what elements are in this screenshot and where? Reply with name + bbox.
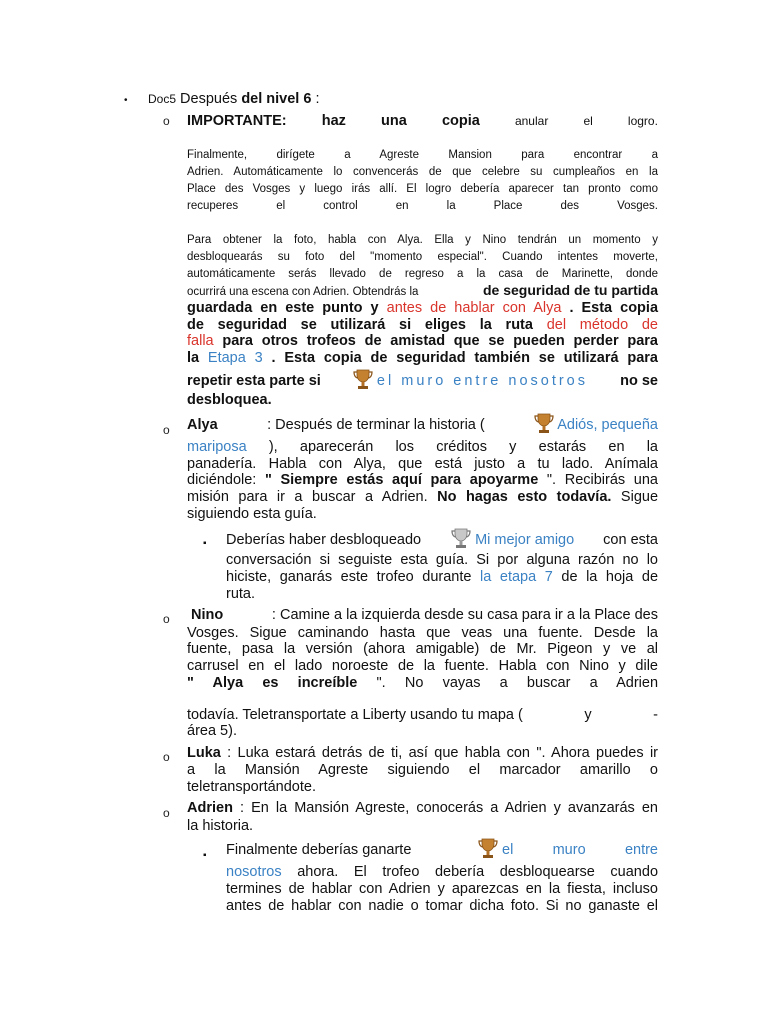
nino-line2: Vosges. Sigue caminando hasta que veas una fuente. Desde la	[187, 625, 658, 641]
save-copy-line3: falla para otros trofeos de amistad que se pueden perder para	[187, 333, 658, 349]
trophy-bronze-icon	[478, 837, 498, 859]
alya-sub-line4: ruta.	[226, 586, 256, 602]
paragraph-foto: Para obtener la foto, habla con Alya. Ella y Nino tendrán un momento y desbloquearás su foto del "momento especial". Cuando intentes moverte, automáticamente serás llevado de regreso a la casa de Marinette, donde	[187, 234, 658, 280]
important-line: IMPORTANTE: haz una copia anular el logro.	[187, 113, 658, 129]
square-marker: ▪	[203, 850, 207, 861]
alya-sub-line3: hiciste, ganarás este trofeo durante la etapa 7 de la hoja de	[226, 569, 659, 585]
square-marker: ▪	[203, 538, 207, 549]
circle-marker: o	[163, 806, 170, 820]
paragraph-foto-line4: ocurrirá una escena con Adrien. Obtendrás la de seguridad de tu partida	[187, 282, 658, 298]
adrien-sub-line2: nosotros ahora. El trofeo debería desbloquearse cuando	[226, 864, 659, 880]
nino-line3: fuente, pasa la versión (ahora amigable) de Mr. Pigeon y ve al	[187, 641, 658, 657]
luka-line3: teletransportándote.	[187, 779, 316, 795]
nino-line7: área 5).	[187, 723, 237, 739]
link-adios-pequena-mariposa[interactable]: Adiós, pequeña	[557, 417, 658, 433]
circle-marker: o	[163, 750, 170, 764]
luka-line1: Luka : Luka estará detrás de ti, así que habla con ". Ahora puedes ir	[187, 745, 658, 761]
trophy-bronze-icon	[353, 368, 373, 390]
circle-marker: o	[163, 612, 170, 626]
alya-line4: diciéndole: " Siempre estás aquí para apoyarme ". Recibirás una	[187, 472, 658, 488]
nino-line1: Nino : Camine a la izquierda desde su casa para ir a la Place des	[191, 607, 658, 623]
alya-line6: siguiendo esta guía.	[187, 506, 317, 522]
alya-line5: misión para ir a buscar a Adrien. No hagas esto todavía. Sigue	[187, 489, 659, 505]
link-el-muro-entre[interactable]: el muro entre	[502, 842, 658, 858]
nino-line4: carrusel en el lado noroeste de la fuente. Habla con Nino y dile	[187, 658, 658, 674]
adrien-sub-line1: Finalmente deberías ganarte el muro entre	[226, 837, 658, 859]
circle-marker: o	[163, 114, 170, 128]
link-mi-mejor-amigo[interactable]: Mi mejor amigo	[475, 532, 575, 548]
save-copy-line1: guardada en este punto y antes de hablar con Alya . Esta copia	[187, 300, 659, 316]
alya-sub-line2: conversación si seguiste esta guía. Si por alguna razón no lo	[226, 552, 658, 568]
alya-line2: mariposa ), aparecerán los créditos y estarás en la	[187, 439, 658, 455]
adrien-sub-line3: termines de hablar con Adrien y aparezcas en la fiesta, incluso	[226, 881, 658, 897]
section-header: Doc5 Después del nivel 6 :	[148, 91, 320, 107]
trophy-silver-icon	[450, 527, 472, 549]
alya-line1: Alya : Después de terminar la historia ( Adiós, pequeña	[187, 412, 658, 434]
link-etapa-3[interactable]: Etapa 3	[207, 350, 263, 366]
circle-marker: o	[163, 423, 170, 437]
trophy-bronze-icon	[534, 412, 554, 434]
adrien-line1: Adrien : En la Mansión Agreste, conocerás a Adrien y avanzarás en	[187, 800, 658, 816]
save-copy-line4: la Etapa 3 . Esta copia de seguridad también se utilizará para	[187, 350, 658, 366]
nino-line6: todavía. Teletransportate a Liberty usando tu mapa ( y -	[187, 707, 658, 723]
doc-label: Doc5	[148, 92, 177, 106]
adrien-line2: la historia.	[187, 818, 254, 834]
save-copy-line6: desbloquea.	[187, 392, 272, 408]
alya-sub-line1: Deberías haber desbloqueado Mi mejor amigo con esta	[226, 527, 658, 549]
link-nosotros[interactable]: nosotros	[226, 864, 282, 880]
save-copy-line2: de seguridad se utilizará si eliges la ruta del método de	[187, 317, 658, 333]
link-la-etapa-7[interactable]: la etapa 7	[480, 569, 553, 585]
luka-line2: a la Mansión Agreste siguiendo el marcador amarillo o	[187, 762, 658, 778]
adrien-sub-line4: antes de hablar con nadie o tomar dicha foto. Si no ganaste el	[226, 898, 658, 914]
nino-line5: " Alya es increíble ". No vayas a buscar a Adrien	[187, 675, 659, 691]
link-el-muro-entre-nosotros[interactable]: el muro entre nosotros	[376, 373, 588, 389]
link-mariposa[interactable]: mariposa	[187, 439, 247, 455]
alya-line3: panadería. Habla con Alya, que está justo a tu lado. Anímala	[187, 456, 658, 472]
paragraph-finalmente: Finalmente, dirígete a Agreste Mansion para encontrar a Adrien. Automáticamente lo convencerás de que celebre su cumpleaños en la Place des Vosges y luego irás allí. El logro debería aparecer tan pronto como recuperes el control en la Place des Vosges.	[187, 149, 658, 212]
save-copy-line5: repetir esta parte si el muro entre nosotros no se	[187, 368, 658, 390]
bullet-marker: •	[124, 95, 128, 106]
